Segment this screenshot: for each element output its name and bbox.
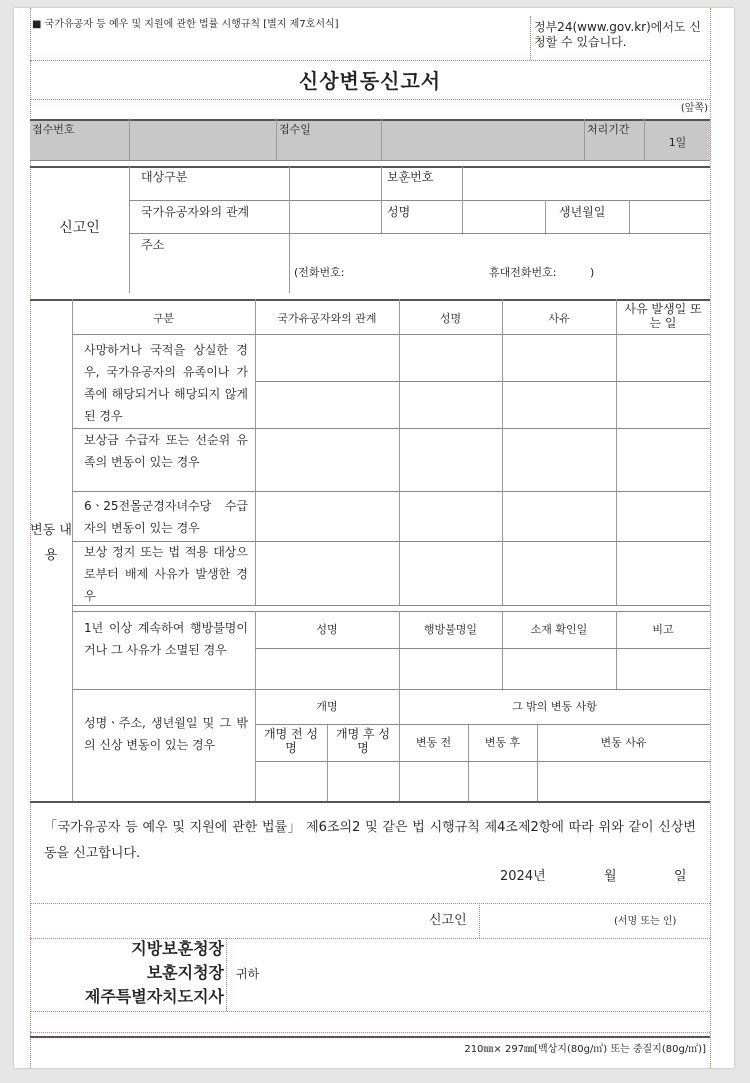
declaration-month: 월 xyxy=(604,869,617,884)
declaration-text: 「국가유공자 등 예우 및 지원에 관한 법률」 제6조의2 및 같은 법 시행규칙 제4조제2항에 따라 위와 같이 신상변동을 신고합니다. xyxy=(44,820,696,861)
guide-line xyxy=(30,99,710,100)
honorific: 귀하 xyxy=(236,967,260,981)
rename-header: 개명 xyxy=(316,700,338,713)
rule xyxy=(289,166,290,233)
rule xyxy=(72,299,73,801)
birth-date-label: 생년월일 xyxy=(559,205,606,219)
change-reason: 변동 사유 xyxy=(600,736,647,749)
guide-line xyxy=(530,16,531,60)
rule xyxy=(129,233,710,234)
rule xyxy=(399,299,400,605)
missing-note: 비고 xyxy=(652,623,674,636)
recipient-line-3: 제주특별자치도지사 xyxy=(84,987,224,1006)
rule xyxy=(129,166,130,293)
rule xyxy=(255,648,710,649)
rule xyxy=(502,299,503,605)
target-label: 대상구분 xyxy=(141,170,188,184)
changes-section-label: 변동 내용 xyxy=(30,523,72,563)
rule xyxy=(545,200,546,233)
rule xyxy=(584,119,585,160)
rule xyxy=(629,200,630,233)
guide-line xyxy=(226,938,227,1011)
rule xyxy=(255,724,710,725)
signer-label: 신고인 xyxy=(429,913,467,928)
col-date: 사유 발생일 또는 일 xyxy=(624,302,702,330)
rule xyxy=(255,761,710,762)
rule xyxy=(276,119,277,160)
declaration-year: 2024년 xyxy=(500,869,546,884)
rule xyxy=(30,299,710,301)
rule xyxy=(30,160,710,161)
rule xyxy=(72,611,710,612)
guide-line xyxy=(30,903,710,904)
page-side: (앞쪽) xyxy=(680,103,708,114)
guide-line xyxy=(479,903,480,938)
recipient-line-1: 지방보훈청장 xyxy=(131,939,224,958)
rule xyxy=(30,801,710,803)
phone-label: (전화번호: xyxy=(294,266,345,279)
before-name: 개명 전 성명 xyxy=(264,727,318,755)
other-changes-header: 그 밖의 변동 사항 xyxy=(512,700,597,713)
rule xyxy=(289,233,290,293)
rule xyxy=(72,491,710,492)
guide-line xyxy=(30,60,710,61)
before-change: 변동 전 xyxy=(415,736,452,749)
row-personal: 성명ㆍ주소, 생년월일 및 그 밖의 신상 변동이 있는 경우 xyxy=(84,716,248,752)
form-paper xyxy=(14,8,734,1068)
after-change: 변동 후 xyxy=(484,736,521,749)
rule xyxy=(30,1036,710,1038)
after-name: 개명 후 성명 xyxy=(336,727,390,755)
rule xyxy=(381,166,382,233)
row-missing: 1년 이상 계속하여 행방불명이거나 그 사유가 소멸된 경우 xyxy=(84,621,248,657)
guide-line xyxy=(30,1032,710,1033)
col-name: 성명 xyxy=(439,312,462,325)
mobile-label: 휴대전화번호: xyxy=(489,266,557,279)
relation-label: 국가유공자와의 관계 xyxy=(141,205,250,219)
online-note: 정부24(www.gov.kr)에서도 신청할 수 있습니다. xyxy=(534,20,701,49)
rule xyxy=(129,119,130,160)
row-625: 6ㆍ25전몰군경자녀수당 수급자의 변동이 있는 경우 xyxy=(84,499,248,535)
mobile-close: ) xyxy=(590,266,595,279)
col-category: 구분 xyxy=(152,312,175,325)
sign-note: (서명 또는 인) xyxy=(614,916,677,927)
rule xyxy=(72,334,710,335)
guide-line xyxy=(30,1011,710,1012)
rule xyxy=(462,166,463,200)
col-reason: 사유 xyxy=(548,312,570,325)
receipt-date-label: 접수일 xyxy=(279,123,311,136)
processing-period-label: 처리기간 xyxy=(587,123,630,136)
recipient-line-2: 보훈지청장 xyxy=(146,963,224,982)
page-title: 신상변동신고서 xyxy=(298,69,442,93)
rule xyxy=(30,166,710,168)
rule xyxy=(381,119,382,160)
veteran-number-label: 보훈번호 xyxy=(387,170,434,184)
col-relation: 국가유공자와의 관계 xyxy=(277,312,377,325)
missing-name: 성명 xyxy=(316,623,338,636)
rule xyxy=(327,724,328,801)
address-label: 주소 xyxy=(141,238,165,252)
rule xyxy=(255,299,256,605)
rule xyxy=(72,689,710,690)
rule xyxy=(616,299,617,605)
missing-date: 행방불명일 xyxy=(423,623,478,636)
processing-period-value: 1일 xyxy=(668,136,687,149)
reporter-section-label: 신고인 xyxy=(59,220,100,236)
receipt-number-label: 접수번호 xyxy=(32,123,75,136)
row-death: 사망하거나 국적을 상실한 경우, 국가유공자의 유족이나 가족에 해당되거나 해당되지 않게 된 경우 xyxy=(84,343,248,423)
reporter-name-label: 성명 xyxy=(387,205,411,219)
row-compensation: 보상금 수급자 또는 선순위 유족의 변동이 있는 경우 xyxy=(84,433,248,469)
row-suspension: 보상 정지 또는 법 적용 대상으로부터 배제 사유가 발생한 경우 xyxy=(84,545,248,603)
rule xyxy=(462,200,463,233)
rule xyxy=(255,381,710,382)
missing-confirm: 소재 확인일 xyxy=(530,623,588,636)
margin-guide-right xyxy=(710,8,711,1068)
paper-spec: 210㎜× 297㎜[백상지(80g/㎡) 또는 중질지(80g/㎡)] xyxy=(464,1044,706,1055)
declaration-day: 일 xyxy=(674,869,687,884)
legal-basis: ■ 국가유공자 등 예우 및 지원에 관한 법률 시행규칙 [별지 제7호서식] xyxy=(32,19,339,30)
